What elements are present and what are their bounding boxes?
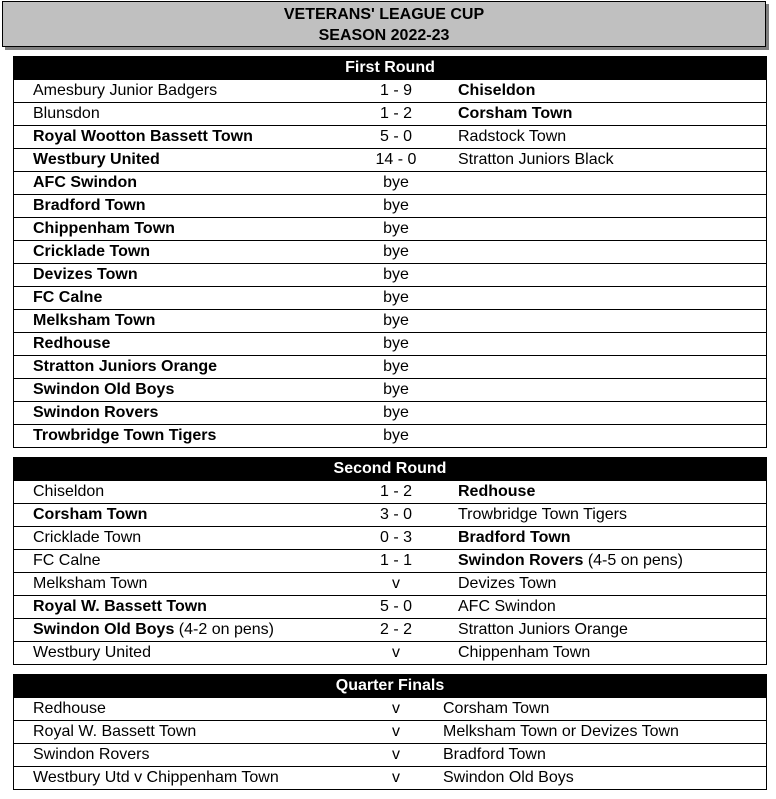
score: v <box>392 575 400 592</box>
score: bye <box>383 427 409 444</box>
score: v <box>392 700 400 717</box>
score: 1 - 9 <box>379 82 412 99</box>
score: bye <box>383 197 409 214</box>
score: 2 - 2 <box>379 621 412 638</box>
fixture-row <box>14 424 766 447</box>
second-round-section <box>13 457 767 665</box>
first-round-heading: First Round <box>14 57 766 79</box>
fixture-row <box>14 401 766 424</box>
home-team-cell <box>33 619 274 641</box>
away-team: Swindon Old Boys <box>443 769 574 786</box>
home-team: Swindon Old Boys <box>33 381 175 398</box>
fixture-row <box>14 480 766 503</box>
home-team: Corsham Town <box>33 506 148 523</box>
fixture-row <box>14 355 766 378</box>
fixture-row <box>14 240 766 263</box>
away-team: Bradford Town <box>443 746 546 763</box>
away-team: Melksham Town or Devizes Town <box>443 723 679 740</box>
away-team: Stratton Juniors Orange <box>458 621 628 638</box>
fixture-row <box>14 148 766 171</box>
fixture-row <box>14 102 766 125</box>
home-team: AFC Swindon <box>33 174 137 191</box>
fixture-row <box>14 526 766 549</box>
home-team: Melksham Town <box>33 575 148 592</box>
score: bye <box>383 243 409 260</box>
quarter-finals-section <box>13 674 767 790</box>
away-team: Corsham Town <box>458 105 573 122</box>
away-team: Redhouse <box>458 483 536 500</box>
home-team: Melksham Town <box>33 312 156 329</box>
away-team-cell <box>458 550 683 572</box>
home-team: FC Calne <box>33 289 103 306</box>
fixture-row <box>14 125 766 148</box>
fixture-row <box>14 720 766 743</box>
away-team: Stratton Juniors Black <box>458 151 614 168</box>
score: bye <box>383 381 409 398</box>
away-team: Trowbridge Town Tigers <box>458 506 627 523</box>
home-team: Westbury United <box>33 644 151 661</box>
score: bye <box>383 312 409 329</box>
score: bye <box>383 174 409 191</box>
score: bye <box>383 289 409 306</box>
home-team: Royal W. Bassett Town <box>33 723 197 740</box>
home-team: Swindon Rovers <box>33 404 159 421</box>
away-team: Chippenham Town <box>458 644 591 661</box>
home-team: Cricklade Town <box>33 243 151 260</box>
home-team: Cricklade Town <box>33 529 142 546</box>
first-round-section <box>13 56 767 448</box>
away-team: AFC Swindon <box>458 598 556 615</box>
home-team: Trowbridge Town Tigers <box>33 427 217 444</box>
away-team: Devizes Town <box>458 575 557 592</box>
home-team: Swindon Rovers <box>33 746 150 763</box>
title-box <box>2 1 766 47</box>
home-team: Chiseldon <box>33 483 105 500</box>
home-team: Royal Wootton Bassett Town <box>33 128 253 145</box>
fixture-row <box>14 766 766 789</box>
fixture-row <box>14 378 766 401</box>
score: 5 - 0 <box>379 598 412 615</box>
home-team: Devizes Town <box>33 266 138 283</box>
fixture-row <box>14 194 766 217</box>
score: 1 - 2 <box>379 105 412 122</box>
home-team: Redhouse <box>33 335 111 352</box>
fixture-row <box>14 332 766 355</box>
score: 0 - 3 <box>379 529 412 546</box>
fixture-row <box>14 171 766 194</box>
home-team: Swindon Old Boys <box>33 621 175 638</box>
home-team: Blunsdon <box>33 105 100 122</box>
fixture-row <box>14 697 766 720</box>
score: 14 - 0 <box>375 151 417 168</box>
home-team: Westbury United <box>33 151 160 168</box>
away-team: Radstock Town <box>458 128 567 145</box>
score: bye <box>383 404 409 421</box>
score: v <box>392 723 400 740</box>
fixture-row <box>14 263 766 286</box>
score: v <box>392 769 400 786</box>
quarter-finals-heading: Quarter Finals <box>14 675 766 697</box>
season-title: SEASON 2022-23 <box>318 27 450 44</box>
fixture-row <box>14 743 766 766</box>
home-team: Amesbury Junior Badgers <box>33 82 218 99</box>
away-team: Chiseldon <box>458 82 536 99</box>
score: bye <box>383 266 409 283</box>
fixture-row <box>14 618 766 641</box>
home-team: Royal W. Bassett Town <box>33 598 207 615</box>
home-team: Chippenham Town <box>33 220 175 237</box>
score: v <box>392 746 400 763</box>
fixture-row <box>14 503 766 526</box>
fixture-row <box>14 286 766 309</box>
penalties-note: (4-5 on pens) <box>587 552 683 569</box>
score: bye <box>383 358 409 375</box>
score: 1 - 2 <box>379 483 412 500</box>
score: bye <box>383 335 409 352</box>
fixture-row <box>14 595 766 618</box>
fixture-row <box>14 549 766 572</box>
home-team: FC Calne <box>33 552 101 569</box>
fixture-row <box>14 641 766 664</box>
fixture-row <box>14 217 766 240</box>
fixture-row <box>14 572 766 595</box>
away-team: Bradford Town <box>458 529 571 546</box>
penalties-note: (4-2 on pens) <box>178 621 274 638</box>
second-round-heading: Second Round <box>14 458 766 480</box>
score: 5 - 0 <box>379 128 412 145</box>
score: 3 - 0 <box>379 506 412 523</box>
score: 1 - 1 <box>379 552 412 569</box>
home-team: Bradford Town <box>33 197 146 214</box>
score: bye <box>383 220 409 237</box>
home-team: Stratton Juniors Orange <box>33 358 218 375</box>
cup-title: VETERANS' LEAGUE CUP <box>283 6 485 23</box>
away-team: Corsham Town <box>443 700 550 717</box>
home-team: Westbury Utd v Chippenham Town <box>33 769 279 786</box>
score: v <box>392 644 400 661</box>
away-team: Swindon Rovers <box>458 552 584 569</box>
fixture-row <box>14 79 766 102</box>
home-team: Redhouse <box>33 700 106 717</box>
fixture-row <box>14 309 766 332</box>
